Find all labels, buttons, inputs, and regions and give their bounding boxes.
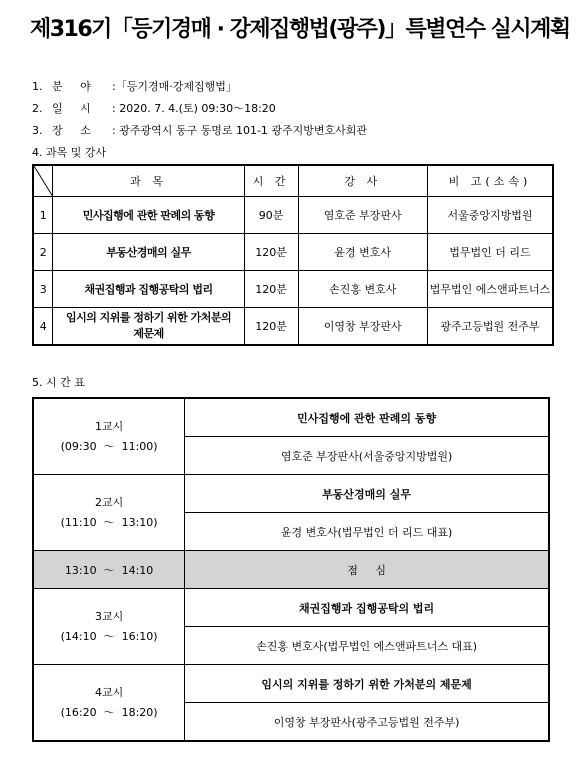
info-place bbox=[32, 122, 367, 138]
column-header-time: 시 간 bbox=[244, 165, 298, 197]
page-title: 제316기「등기경매 · 강제집행법(광주)」특별연수 실시계획 bbox=[30, 17, 570, 42]
info-label: 분 야 bbox=[52, 80, 91, 93]
section-heading-timetable: 5. 시 간 표 bbox=[32, 376, 85, 389]
schedule-lecturer: 이영창 부장판사(광주고등법원 전주부) bbox=[185, 703, 549, 742]
note-cell: 법무법인 에스앤파트너스 bbox=[427, 271, 553, 308]
time-cell: 90분 bbox=[244, 197, 298, 234]
info-number: 2. bbox=[32, 102, 43, 115]
lecturer-cell: 이영창 부장판사 bbox=[298, 308, 427, 346]
time-cell: 120분 bbox=[244, 308, 298, 346]
period-time: (14:10 ～ 16:10) bbox=[60, 629, 158, 643]
row-number: 3 bbox=[33, 271, 53, 308]
column-header-subject: 과 목 bbox=[53, 165, 244, 197]
schedule-lecturer: 염호준 부장판사(서울중앙지방법원) bbox=[185, 437, 549, 475]
period-label: 1교시 bbox=[94, 419, 124, 433]
column-header-note: 비 고(소속) bbox=[427, 165, 553, 197]
period-cell bbox=[33, 665, 185, 742]
row-number: 2 bbox=[33, 234, 53, 271]
subject-cell: 채권집행과 집행공탁의 법리 bbox=[53, 271, 244, 308]
timetable bbox=[32, 397, 550, 742]
table-row bbox=[33, 308, 553, 346]
time-cell: 120분 bbox=[244, 271, 298, 308]
schedule-subject: 부동산경매의 실무 bbox=[185, 475, 549, 513]
period-label: 3교시 bbox=[94, 609, 124, 623]
table-header-row bbox=[33, 165, 553, 197]
info-value: :「등기경매·강제집행법」 bbox=[112, 80, 237, 93]
schedule-subject: 채권집행과 집행공탁의 법리 bbox=[185, 589, 549, 627]
row-number: 1 bbox=[33, 197, 53, 234]
lunch-time: 13:10 ～ 14:10 bbox=[33, 551, 185, 589]
info-label: 장 소 bbox=[52, 124, 91, 137]
period-label: 2교시 bbox=[94, 495, 124, 509]
lecturer-cell: 손진홍 변호사 bbox=[298, 271, 427, 308]
note-cell: 광주고등법원 전주부 bbox=[427, 308, 553, 346]
table-row bbox=[33, 589, 549, 627]
table-row bbox=[33, 475, 549, 513]
schedule-lecturer: 윤경 변호사(법무법인 더 리드 대표) bbox=[185, 513, 549, 551]
info-field bbox=[32, 78, 237, 94]
period-cell bbox=[33, 475, 185, 551]
row-number: 4 bbox=[33, 308, 53, 346]
table-row bbox=[33, 197, 553, 234]
period-time: (11:10 ～ 13:10) bbox=[60, 515, 158, 529]
info-label: 일 시 bbox=[52, 102, 91, 115]
table-row bbox=[33, 665, 549, 703]
schedule-subject: 민사집행에 관한 판례의 동향 bbox=[185, 398, 549, 437]
subject-cell: 민사집행에 관한 판례의 동향 bbox=[53, 197, 244, 234]
lecturer-cell: 윤경 변호사 bbox=[298, 234, 427, 271]
table-row bbox=[33, 234, 553, 271]
subject-cell: 부동산경매의 실무 bbox=[53, 234, 244, 271]
schedule-lecturer: 손진홍 변호사(법무법인 에스앤파트너스 대표) bbox=[185, 627, 549, 665]
period-time: (09:30 ～ 11:00) bbox=[60, 439, 158, 453]
column-header-lecturer: 강 사 bbox=[298, 165, 427, 197]
schedule-subject: 임시의 지위를 정하기 위한 가처분의 제문제 bbox=[185, 665, 549, 703]
time-cell: 120분 bbox=[244, 234, 298, 271]
info-date bbox=[32, 100, 276, 116]
period-time: (16:20 ～ 18:20) bbox=[60, 705, 158, 719]
subject-cell: 임시의 지위를 정하기 위한 가처분의 제문제 bbox=[53, 308, 244, 346]
period-label: 4교시 bbox=[94, 685, 124, 699]
table-row bbox=[33, 398, 549, 437]
section-heading-lectures: 4. 과목 및 강사 bbox=[32, 146, 107, 159]
note-cell: 서울중앙지방법원 bbox=[427, 197, 553, 234]
table-row bbox=[33, 271, 553, 308]
diagonal-header-cell bbox=[33, 165, 53, 197]
note-cell: 법무법인 더 리드 bbox=[427, 234, 553, 271]
period-cell bbox=[33, 589, 185, 665]
lunch-row bbox=[33, 551, 549, 589]
info-number: 1. bbox=[32, 80, 43, 93]
info-number: 3. bbox=[32, 124, 43, 137]
lecturer-cell: 염호준 부장판사 bbox=[298, 197, 427, 234]
period-cell bbox=[33, 398, 185, 475]
lecture-table bbox=[32, 164, 554, 346]
info-value: : 2020. 7. 4.(토) 09:30～18:20 bbox=[112, 102, 276, 115]
info-value: : 광주광역시 동구 동명로 101-1 광주지방변호사회관 bbox=[112, 124, 368, 137]
lunch-label: 점 심 bbox=[185, 551, 549, 589]
